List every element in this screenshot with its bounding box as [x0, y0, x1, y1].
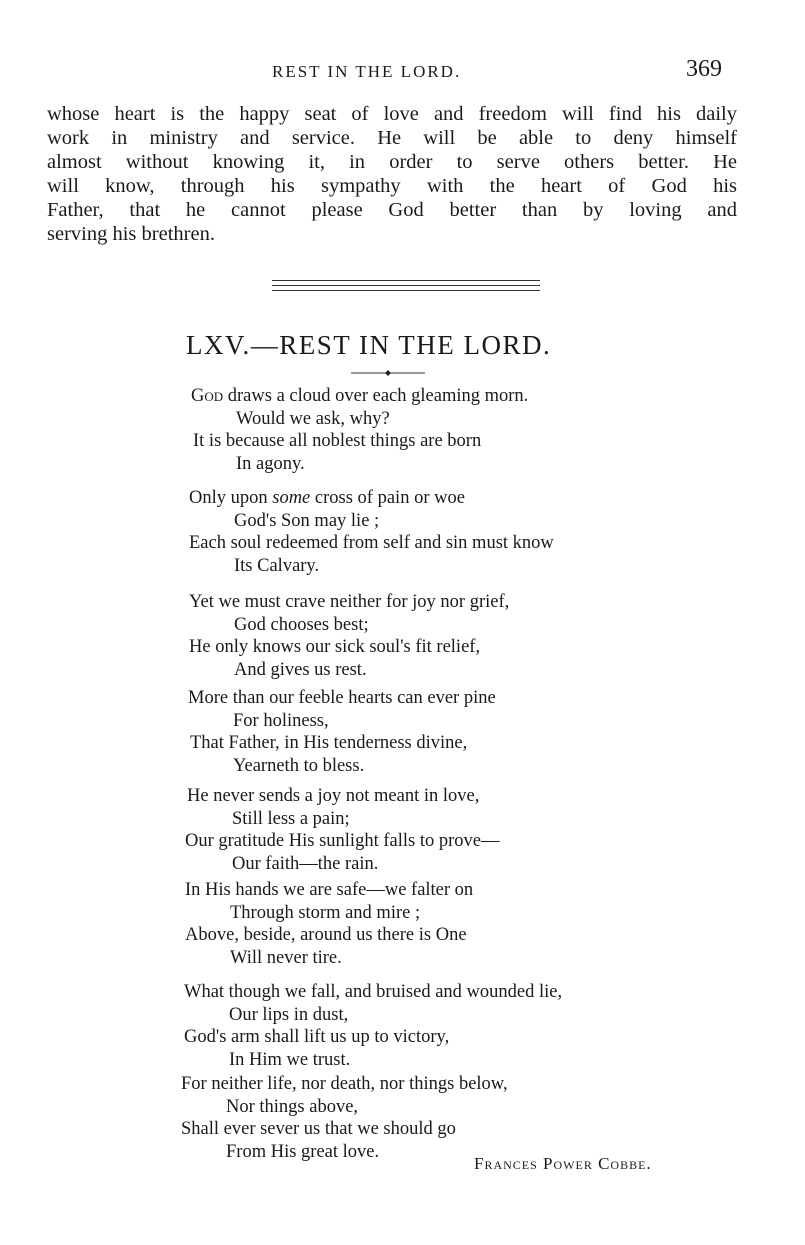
poem-line: Nor things above,: [226, 1096, 359, 1117]
poem-line: He only knows our sick soul's fit relief,: [189, 637, 481, 658]
poem-line: For holiness,: [233, 710, 329, 731]
poem-line: From His great love.: [226, 1141, 380, 1162]
poem-stanza: [188, 687, 496, 777]
poem-line: Its Calvary.: [234, 555, 320, 576]
prose-line: whose heart is the happy seat of love and freedom will find his daily: [47, 103, 737, 125]
poem-line: In His hands we are safe—we falter on: [185, 880, 474, 900]
poem-line: Shall ever sever us that we should go: [181, 1119, 456, 1140]
poem-line: Our lips in dust,: [229, 1004, 349, 1025]
prose-paragraph: [47, 102, 737, 246]
poem-stanza: [191, 385, 528, 475]
poem-line: Yearneth to bless.: [233, 755, 365, 776]
poem-line: That Father, in His tenderness divine,: [190, 733, 468, 754]
poem-line: What though we fall, and bruised and wounded lie,: [184, 982, 563, 1002]
poem-title: LXV.—REST IN THE LORD.: [186, 330, 552, 360]
poem-line: For neither life, nor death, nor things below,: [181, 1074, 508, 1094]
poem-emphasis: some: [272, 488, 311, 508]
poem-stanza: [184, 981, 562, 1071]
prose-line: work in ministry and service. He will be able to deny himself: [47, 127, 737, 149]
poem-stanza: [187, 785, 499, 875]
poem-stanza: [185, 879, 473, 969]
prose-line: serving his brethren.: [47, 223, 215, 245]
poem-line: Still less a pain;: [232, 808, 350, 829]
section-divider-rule: [272, 290, 540, 291]
poem-line: God's arm shall lift us up to victory,: [184, 1027, 450, 1048]
poem-line: Above, beside, around us there is One: [185, 925, 467, 946]
section-divider-rule: [272, 280, 540, 281]
poem-line: In Him we trust.: [229, 1049, 351, 1070]
poem-stanza: [189, 591, 509, 681]
poem-line: Through storm and mire ;: [230, 902, 421, 923]
poem-line-text: cross of pain or woe: [310, 488, 465, 508]
poem-line: Each soul redeemed from self and sin must know: [189, 533, 554, 554]
poem-line: He never sends a joy not meant in love,: [187, 786, 480, 806]
poem-stanza: [189, 487, 554, 577]
poem-opening-word: God: [191, 386, 224, 406]
poem-stanza: [181, 1073, 508, 1163]
prose-line: Father, that he cannot please God better than by loving and: [47, 199, 737, 221]
title-ornament-icon: [351, 370, 425, 376]
poem-line: It is because all noblest things are born: [193, 431, 482, 452]
poem-line: More than our feeble hearts can ever pine: [188, 688, 496, 708]
prose-line: almost without knowing it, in order to serve others better. He: [47, 151, 737, 173]
poem-line: And gives us rest.: [234, 659, 367, 680]
poem-line: Would we ask, why?: [236, 408, 390, 429]
prose-line: will know, through his sympathy with the heart of God his: [47, 175, 737, 197]
poem-line: Our faith—the rain.: [232, 853, 379, 874]
poem-attribution: Frances Power Cobbe.: [474, 1154, 652, 1173]
poem-line: Our gratitude His sunlight falls to prove—: [185, 831, 500, 852]
section-divider-rule: [272, 285, 540, 286]
poem-line: Will never tire.: [230, 947, 342, 968]
poem-line: God chooses best;: [234, 614, 369, 635]
page-number: 369: [686, 56, 722, 82]
poem-line: [189, 487, 554, 510]
running-head: REST IN THE LORD.: [272, 62, 462, 81]
poem-line-text: Only upon: [189, 488, 273, 508]
poem-line-text: draws a cloud over each gleaming morn.: [223, 386, 529, 406]
poem-line: In agony.: [236, 453, 305, 474]
poem-line: [191, 385, 528, 408]
poem-line: Yet we must crave neither for joy nor grief,: [189, 592, 510, 612]
poem-line: God's Son may lie ;: [234, 510, 380, 531]
